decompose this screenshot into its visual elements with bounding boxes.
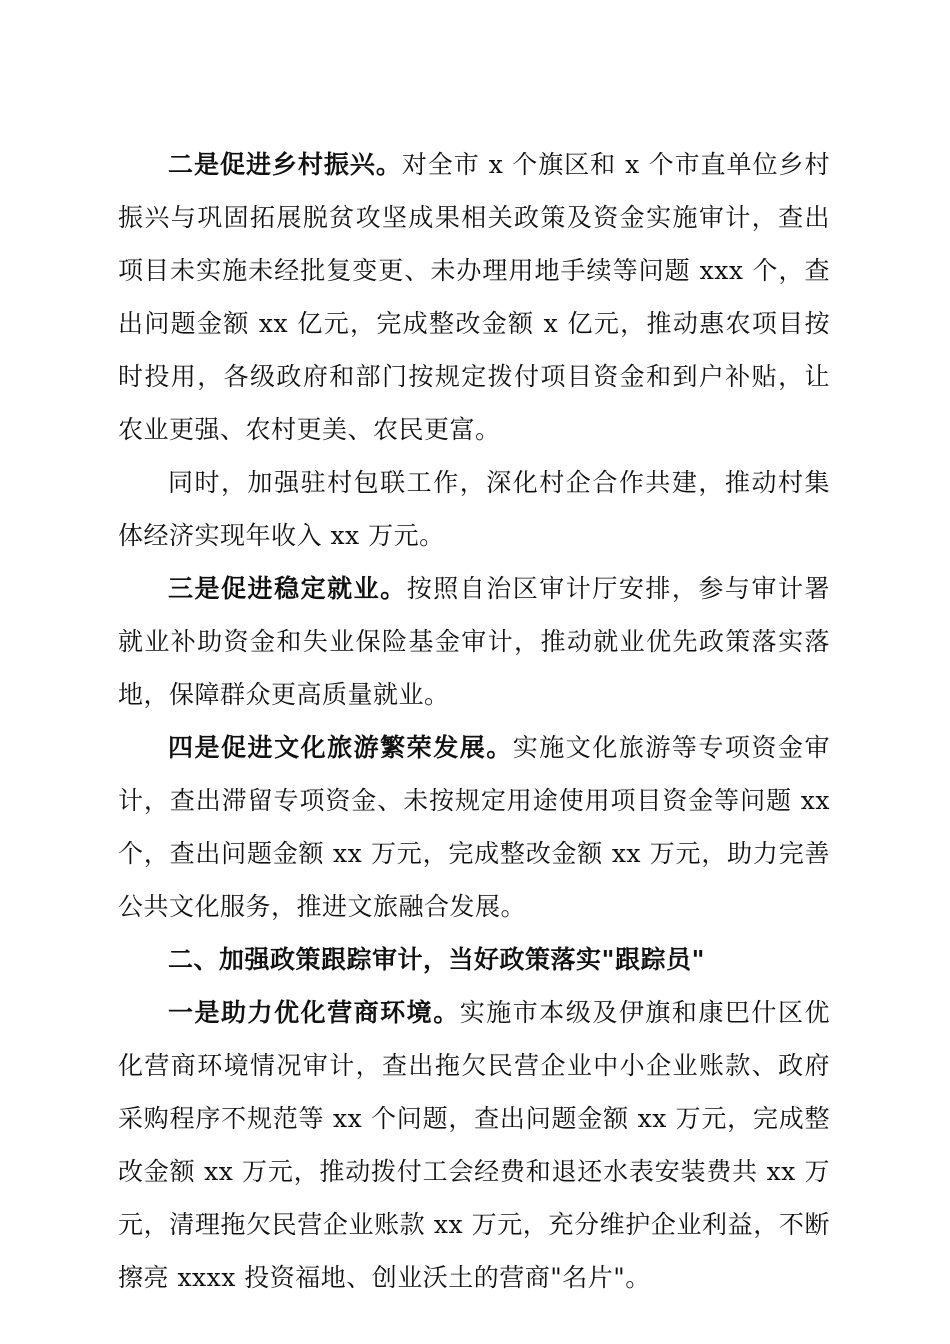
paragraph-culture-tourism (118, 721, 830, 933)
paragraph-text: 实施文化旅游等专项资金审计，查出滞留专项资金、未按规定用途使用项目资金等问题 xx 个，查出问题金额 xx 万元，完成整改金额 xx 万元，助力完善公共文化服务，推进文旅融合发展。 (118, 733, 830, 921)
section-heading: 二、加强政策跟踪审计，当好政策落实"跟踪员" (168, 945, 706, 974)
paragraph-rural-revitalization (118, 138, 830, 456)
paragraph-text: 按照自治区审计厅安排，参与审计署就业补助资金和失业保险基金审计，推动就业优先政策落实落地，保障群众更高质量就业。 (118, 574, 830, 709)
paragraph-text: 对全市 x 个旗区和 x 个市直单位乡村振兴与巩固拓展脱贫攻坚成果相关政策及资金实施审计，查出项目未实施未经批复变更、未办理用地手续等问题 xxx 个，查出问题金额 xx 亿元，完成整改金额 x 亿元，推动惠农项目按时投用，各级政府和部门按规定拨付项目资金和到户补贴，让农业更强、农村更美、农民更富。 (118, 150, 830, 444)
paragraph-text: 实施市本级及伊旗和康巴什区优化营商环境情况审计，查出拖欠民营企业中小企业账款、政府采购程序不规范等 xx 个问题，查出问题金额 xx 万元，完成整改金额 xx 万元，推动拨付工会经费和退还水表安装费共 xx 万元，清理拖欠民营企业账款 xx 万元，充分维护企业利益，不断擦亮 xxxx 投资福地、创业沃土的营商"名片"。 (118, 998, 830, 1292)
paragraph-business-environment (118, 986, 830, 1304)
paragraph-lead: 一是助力优化营商环境。 (168, 998, 460, 1027)
paragraph-lead: 四是促进文化旅游繁荣发展。 (168, 733, 513, 762)
paragraph-village-cooperation (118, 456, 830, 562)
paragraph-lead: 二是促进乡村振兴。 (168, 150, 402, 179)
paragraph-text: 同时，加强驻村包联工作，深化村企合作共建，推动村集体经济实现年收入 xx 万元。 (118, 468, 830, 550)
paragraph-stable-employment (118, 562, 830, 721)
document-page (118, 138, 830, 1304)
paragraph-lead: 三是促进稳定就业。 (168, 574, 407, 603)
